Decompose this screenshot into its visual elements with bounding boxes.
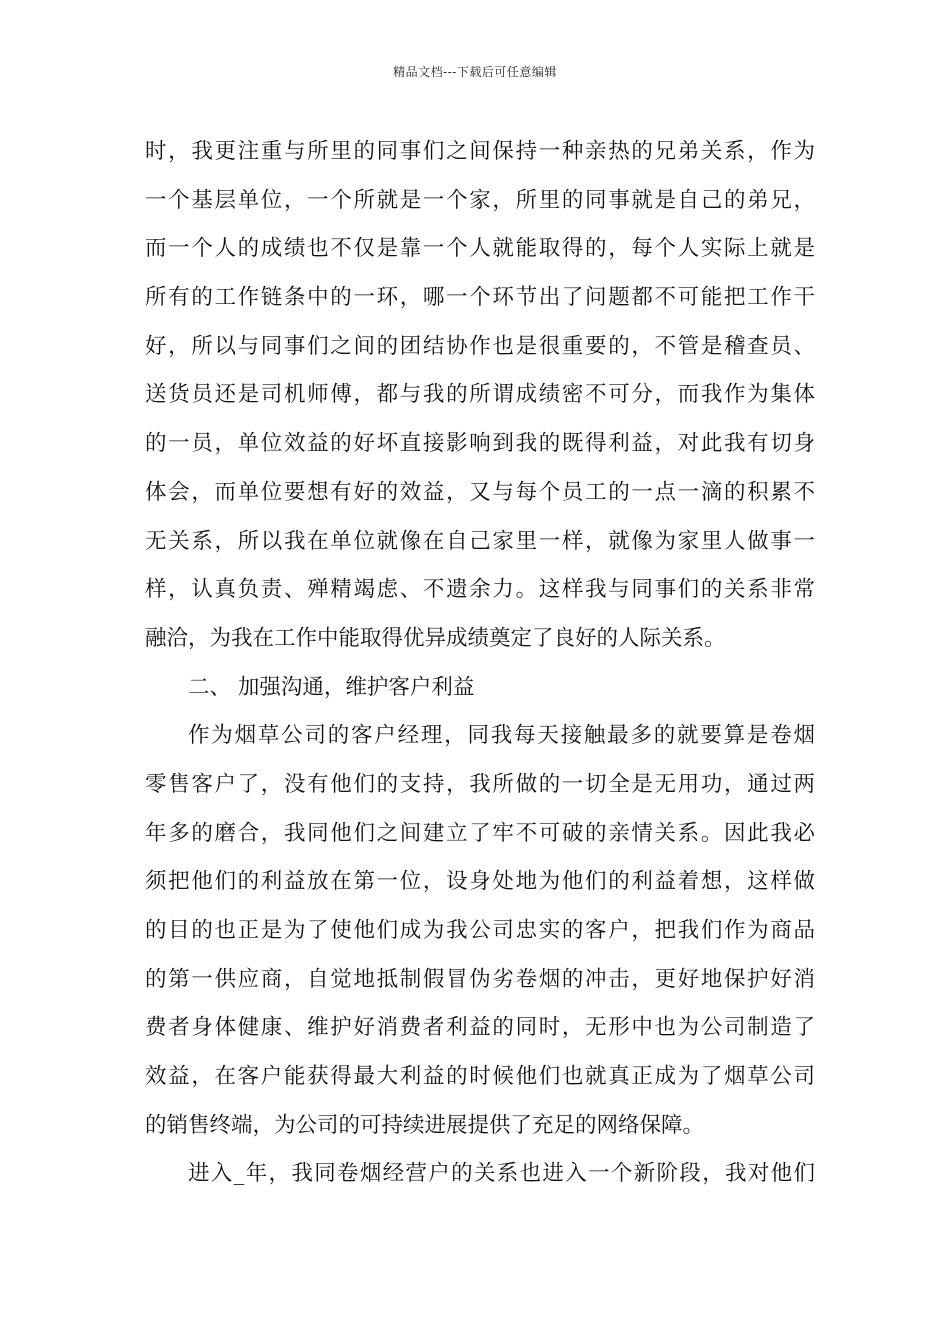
text-line: 零售客户了，没有他们的支持，我所做的一切全是无用功，通过两: [145, 771, 815, 797]
text-line: 而一个人的成绩也不仅是靠一个人就能取得的，每个人实际上就是: [145, 236, 815, 262]
text-line: 样，认真负责、殚精竭虑、不遗余力。这样我与同事们的关系非常: [145, 577, 815, 603]
document-body: [145, 128, 815, 1199]
text-line: 二、 加强沟通，维护客户利益: [188, 674, 475, 700]
text-line: 的第一供应商，自觉地抵制假冒伪劣卷烟的冲击，更好地保护好消: [145, 966, 815, 992]
text-line: 送货员还是司机师傅，都与我的所谓成绩密不可分，而我作为集体: [145, 382, 815, 408]
text-line: 年多的磨合，我同他们之间建立了牢不可破的亲情关系。因此我必: [145, 820, 815, 846]
page-header: 精品文档---下载后可任意编辑: [393, 65, 557, 79]
text-line: 进入_年，我同卷烟经营户的关系也进入一个新阶段，我对他们: [188, 1161, 815, 1187]
text-line: 一个基层单位，一个所就是一个家，所里的同事就是自己的弟兄，: [145, 187, 815, 213]
text-line: 的销售终端，为公司的可持续进展提供了充足的网络保障。: [145, 1112, 705, 1138]
text-line: 时，我更注重与所里的同事们之间保持一种亲热的兄弟关系，作为: [145, 139, 815, 164]
text-line: 作为烟草公司的客户经理，同我每天接触最多的就要算是卷烟: [188, 723, 815, 749]
text-line: 无关系，所以我在单位就像在自己家里一样，就像为家里人做事一: [145, 528, 815, 554]
text-line: 所有的工作链条中的一环，哪一个环节出了问题都不可能把工作干: [145, 285, 815, 311]
text-line: 的目的也正是为了使他们成为我公司忠实的客户，把我们作为商品: [145, 918, 815, 943]
text-line: 好，所以与同事们之间的团结协作也是很重要的，不管是稽查员、: [145, 333, 815, 359]
text-line: 体会，而单位要想有好的效益，又与每个员工的一点一滴的积累不: [145, 479, 815, 505]
text-line: 的一员，单位效益的好坏直接影响到我的既得利益，对此我有切身: [145, 431, 815, 457]
text-line: 费者身体健康、维护好消费者利益的同时，无形中也为公司制造了: [145, 1015, 815, 1041]
text-line: 效益，在客户能获得最大利益的时候他们也就真正成为了烟草公司: [145, 1064, 815, 1090]
text-line: 融洽，为我在工作中能取得优异成绩奠定了良好的人际关系。: [145, 625, 726, 651]
text-line: 须把他们的利益放在第一位，设身处地为他们的利益着想，这样做: [145, 869, 815, 895]
